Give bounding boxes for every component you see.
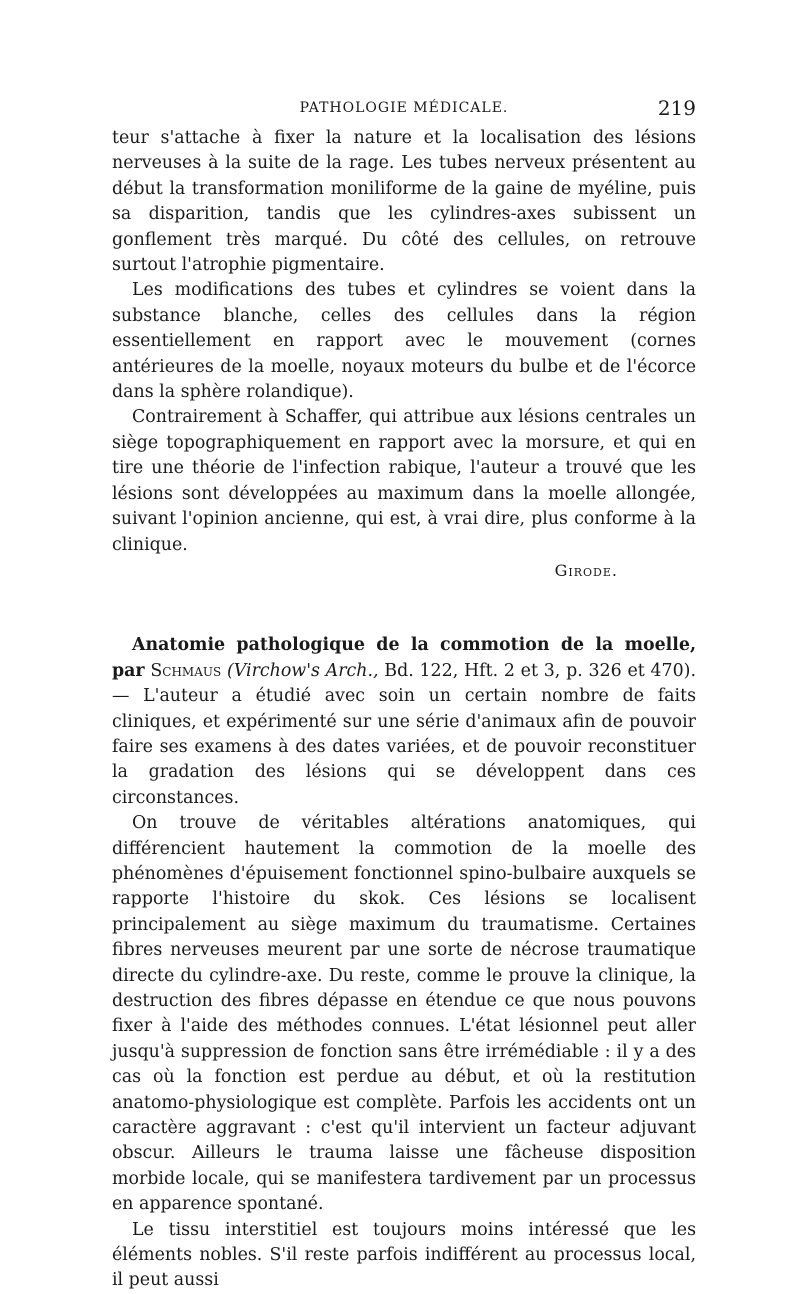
- signature: Girode.: [554, 560, 618, 580]
- article-title: Anatomie pathologique de la commotion de la moelle, par: [112, 635, 696, 681]
- section-gap: [112, 583, 696, 608]
- article-source: (Virchow's Arch.,: [226, 660, 379, 681]
- section-gap: [112, 608, 696, 633]
- paragraph: On trouve de véritables altérations anatomiques, qui différencient hautement la commotion de la moelle des phénomènes d'épuisement fonctionnel spino-bulbaire auxquels se rapporte l'histoire du skok. Ces lésions se localisent principalement au siège maximum du traumatisme. Certaines fibres nerveuses meurent par une sorte de nécrose traumatique directe du cylindre-axe. Du reste, comme le prouve la clinique, la destruction des fibres dépasse en étendue ce que nous pouvons fixer à l'aide des méthodes connues. L'état lésionnel peut aller jusqu'à suppression de fonction sans être irrémédiable : il y a des cas où la fonction est perdue au début, et où la restitution anatomo-physiologique est complète. Parfois les accidents ont un caractère aggravant : c'est qu'il intervient un facteur adjuvant obscur. Ailleurs le trauma laisse une fâcheuse disposition morbide locale, qui se manifestera tardivement par un processus en apparence spontané.: [112, 813, 696, 1215]
- article-author: Schmaus: [150, 660, 222, 681]
- paragraph: Contrairement à Schaffer, qui attribue aux lésions centrales un siège topographiquement en rapport avec la morsure, et qui en tire une théorie de l'infection rabique, l'auteur a trouvé que les lésions sont développées au maximum dans la moelle allongée, suivant l'opinion ancienne, qui est, à vrai dire, plus conforme à la clinique.: [112, 407, 696, 555]
- paragraph: teur s'attache à fixer la nature et la localisation des lésions nerveuses à la suite de la rage. Les tubes nerveux présentent au début la transformation moniliforme de la gaine de myéline, puis sa disparition, tandis que les cylindres-axes subissent un gonflement très marqué. Du côté des cellules, on retrouve surtout l'atrophie pigmentaire.: [112, 128, 696, 276]
- paragraph: Le tissu interstitiel est toujours moins intéressé que les éléments nobles. S'il reste parfois indifférent au processus local, il peut aussi: [112, 1219, 696, 1291]
- page-body: [112, 126, 696, 1294]
- running-title: PATHOLOGIE MÉDICALE.: [299, 100, 509, 116]
- page-header: [112, 96, 696, 118]
- page-number: 219: [657, 96, 696, 120]
- article-lead-paragraph: [112, 633, 696, 811]
- article-citation: Bd. 122, Hft. 2 et 3, p. 326 et 470). — L'auteur a étudié avec soin un certain nombre de faits cliniques, et expérimenté sur une série d'animaux afin de pouvoir faire ses examens à des dates variées, et de pouvoir reconstituer la gradation des lésions qui se développent dans ces circonstances.: [112, 660, 696, 808]
- paragraph: Les modifications des tubes et cylindres se voient dans la substance blanche, celles des cellules dans la région essentiellement en rapport avec le mouvement (cornes antérieures de la moelle, noyaux moteurs du bulbe et de l'écorce dans la sphère rolandique).: [112, 280, 696, 403]
